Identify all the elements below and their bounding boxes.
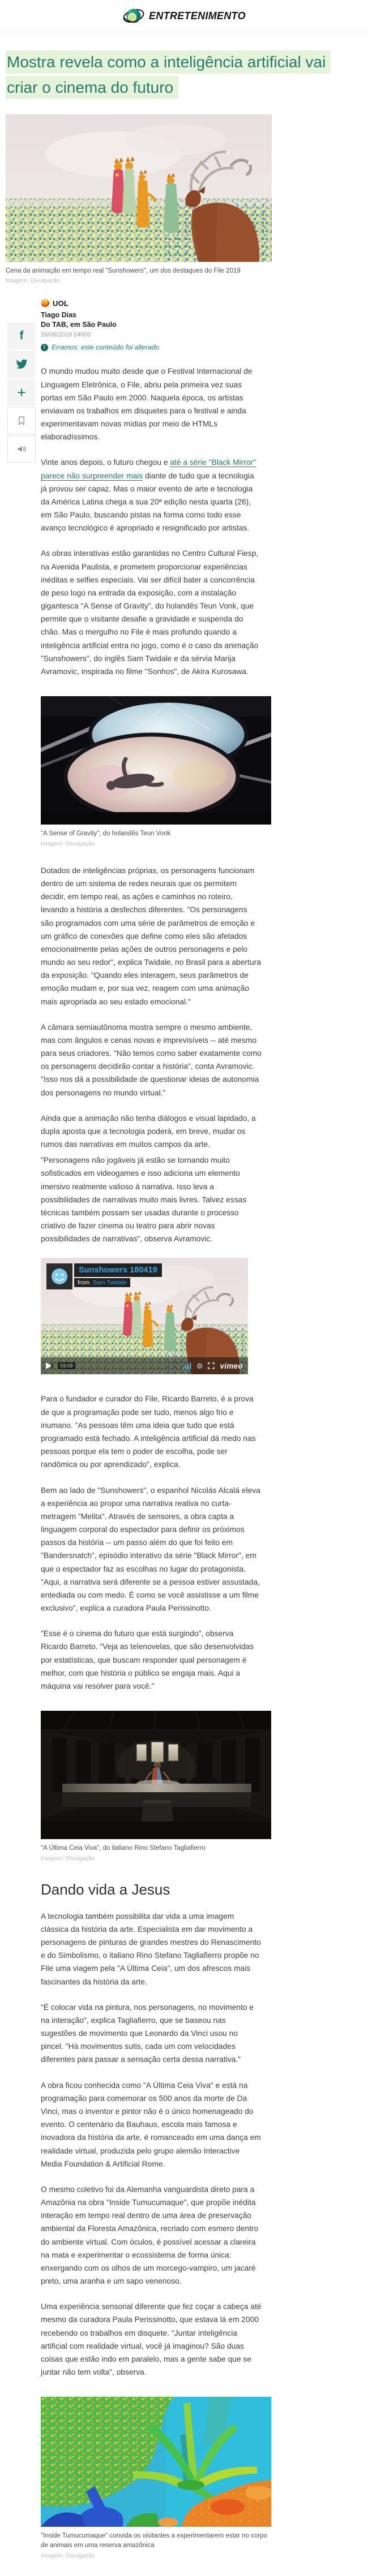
hero-figure — [6, 114, 272, 284]
paragraph: "Personagens não jogáveis já estão se tornando muito sofisticados em videogames e isso adiciona um elemento imersivo realmente valioso à narrativa. Isso leva a possibilidades de narrativas muito mais livres. Talvez essas técnicas também possam ser usadas durante o processo criativo de fazer cinema ou teatro para abrir novas possibilidades de narrativas", observa Avramovic. — [41, 1156, 247, 1244]
paragraph: O mundo mudou muito desde que o Festival Internacional de Linguagem Eletrônica, o File, abriu pela primeira vez suas portas em São Paulo em 2000. Naquela época, os artistas enviavam os trabalhos em disquetes para o festival e ainda experimentavam novas mídias por meio de HTMLs elaboradíssimos. — [41, 367, 253, 442]
paragraph: "É colocar vida na pintura, nos personagens, no movimento e na interação", explica Tagliafierro, que se baseou nas sugestões de movimento que Leonardo da Vinci usou no pincel. "Há movimentos sutis, cada um com velocidades diferentes para passar a sensação certa dessa narrativa." — [41, 2003, 254, 2064]
paragraph: Vinte anos depois, o futuro chegou e até a série "Black Mirror" parece não surpreender mais diante de tudo que a tecnologia já provou ser capaz. Mas o maior evento de arte e tecnologia da América Latina chega a sua 20ª edição nesta quarta (26), em São Paulo, buscando pistas na forma como todo esse avanço tecnológico é apropriado e resignificado por artistas. — [41, 458, 256, 533]
sunshowers-still — [6, 114, 272, 262]
bookmark-icon — [16, 415, 27, 426]
section-heading: Dando vida a Jesus — [41, 1880, 170, 1898]
gravity-caption: "A Sense of Gravity", do holandês Teun Vonk — [41, 830, 171, 838]
paragraph: A obra ficou conhecida como "A Última Ceia Viva" e está na programação para comemorar os 500 anos da morte de Da Vinci, mas o inventor e pintor não é o único homenageado do evento. O centenário da Bauhaus, escola mais famosa e inovadora da história da arte, é romanceado em uma dança em realidade virtual, produzida pelo grupo alemão Interactive Media Foundation & Artificial Rome. — [41, 2081, 261, 2168]
paragraph: Dotados de inteligências próprias, os personagens funcionam dentro de um sistema de redes neurais que os permitem decidir, em tempo real, as ações e caminhos no roteiro, levando a história a desfechos diferentes. "Os personagens são programados com uma série de parâmetros de emoção e um gráfico de conexões que define como eles são afetados emocionalmente pelas ações de outros personagens e pelo mundo ao seu redor", explica Twidale, no Brasil para a abertura da exposição. "Quando eles interagem, seus parâmetros de emoção mudam e, por sua vez, reagem com uma animação mais apropriada ao seu estado emocional." — [41, 866, 261, 1006]
gravity-figure — [41, 696, 271, 847]
video-avatar[interactable] — [46, 1263, 72, 1289]
last-supper-caption: "A Última Ceia Viva", do italiano Rino Stefano Tagliafierro — [41, 1845, 206, 1852]
volume-button[interactable] — [183, 1363, 191, 1369]
video-author-link[interactable]: Sam Twidale — [93, 1278, 130, 1287]
video-duration: 03:09 — [58, 1362, 75, 1369]
video-from-label: from — [74, 1278, 93, 1287]
last-supper-credit: Imagem: Divulgação — [41, 1854, 95, 1862]
volume-bars-icon — [183, 1363, 191, 1369]
speaker-icon — [16, 443, 27, 455]
author-affiliation: Do TAB, em São Paulo — [41, 321, 117, 329]
page-title: Mostra revela como a inteligência artificial vai criar o cinema do futuro — [6, 49, 341, 101]
tumucumaque-caption: "Inside Tumucumaque" convida os visitantes a experimentarem estar no corpo de animais em uma reserva amazônica — [41, 2532, 268, 2549]
paragraph: A câmara semiautônoma mostra sempre o mesmo ambiente, mas com ângulos e cenas novas e imprevisíveis -- até mesmo para seus criadores. "Não temos como saber exatamente como os personagens decidirão contar a história", conta Avramovic. "Isso nos dá a possibilidade de questionar ideias de autonomia dos personagens no mundo virtual." — [41, 1022, 262, 1097]
video-header — [46, 1263, 162, 1289]
fullscreen-icon — [208, 1362, 215, 1369]
vimeo-player[interactable] — [41, 1258, 248, 1374]
paragraph: A tecnologia também possibilita dar vida a uma imagem clássica da história da arte. Especialista em dar movimento a personagens de pinturas de grandes mestres do Renascimento e do Simbolismo, o italiano Rino Stefano Tagliafierro propõe no File uma viagem pela "A Última Ceia", um dos afrescos mais fascinantes da história da arte. — [41, 1911, 261, 1986]
globe-logo-icon — [122, 6, 145, 25]
paragraph: Para o fundador e curador do File, Ricardo Barreto, é a prova de que a programação pode ser tudo, menos algo frio e inumano. "As pessoas têm uma ideia que tudo que está programado está fechado. A inteligência artificial dá medo nas pessoas porque ela tem o poder de escolha, pode ser randômica ou por aprendizado", explica. — [41, 1395, 256, 1469]
smiley-avatar-icon — [49, 1266, 70, 1287]
author-name: Tiago Dias — [41, 311, 76, 320]
byline — [41, 299, 368, 351]
paragraph: Ainda que a animação não tenha diálogos e visual lapidado, a dupla aposta que a tecnologia poderá, em breve, mudar os rumos das narrativas em muitos campos da arte. — [41, 1114, 256, 1149]
gravity-credit: Imagem: Divulgação — [41, 840, 95, 847]
hero-image — [6, 114, 272, 262]
correction-text: Erramos: este conteúdo foi alterado — [52, 343, 160, 352]
site-logo[interactable] — [122, 6, 246, 25]
twitter-icon — [15, 358, 28, 370]
paragraph: "Esse é o cinema do futuro que está surgindo", observa Ricardo Barreto. "Veja as telenovelas, que são desenvolvidas por estatísticas, que buscam responder qual personagem é melhor, com que história o público se engaja mais. Aqui a máquina vai resolver para você." — [41, 1629, 254, 1690]
error-icon: ! — [41, 344, 48, 351]
settings-button[interactable] — [196, 1362, 203, 1370]
more-share-button[interactable] — [7, 379, 36, 406]
video-title-link[interactable]: Sunshowers 180419 — [74, 1263, 162, 1277]
brand-name: ENTRETENIMENTO — [149, 10, 246, 21]
publish-date: 26/06/2019 04h00 — [41, 331, 91, 339]
gravity-image — [41, 696, 271, 825]
last-supper-image — [41, 1711, 271, 1839]
gear-icon: ⚙ — [196, 1361, 203, 1370]
uol-logo-icon — [41, 299, 50, 308]
share-rail — [7, 322, 36, 464]
vimeo-logo[interactable]: vimeo — [220, 1361, 243, 1370]
facebook-icon: f — [19, 329, 24, 342]
listen-button[interactable] — [7, 435, 36, 463]
plus-icon: + — [17, 383, 26, 401]
play-button[interactable] — [46, 1362, 53, 1369]
site-header — [0, 0, 368, 32]
video-controls — [41, 1357, 248, 1374]
paragraph: Uma experiência sensorial diferente que fez coçar a cabeça até mesmo da curadora Paula Perissinotto, que estava lá em 2000 recebendo os trabalhos em disquete. "Juntar inteligência artificial com realidade virtual, você já imaginou? São duas coisas que estão indo em paralelo, mas a gente sabe que se juntar não tem volta", observa. — [41, 2302, 262, 2377]
bookmark-button[interactable] — [7, 407, 36, 434]
paragraph: Bem ao lado de "Sunshowers", o espanhol Nicolás Alcalá eleva a experiência ao propor uma narrativa reativa no curta-metragem "Melita". Através de sensores, a obra capta a linguagem corporal do espectador para definir os próximos passos da história -- um passo além do que foi feito em "Bandersnatch", episódio interativo da série "Black Mirror", em que o espectador faz as escolhas no lugar do protagonista. "Aqui, a narrativa será diferente se a pessoa estiver assustada, entediada ou com medo. É como se você assistisse a um filme exclusivo", explica a curadora Paula Perissinotto. — [41, 1486, 260, 1613]
black-mirror-link[interactable]: até a série "Black Mirror" parece não surpreender mais — [41, 458, 256, 480]
tumucumaque-figure — [41, 2397, 271, 2558]
hero-credit: Imagem: Divulgação — [6, 277, 60, 284]
paragraph: O mesmo coletivo foi da Alemanha vanguardista direto para a Amazônia na obra "Inside Tumucumaque", que propõe inédita interação em tempo real dentro de uma área de preservação ambiental da Floresta Amazônica, recriado com esmero dentro do ambiente virtual. Com óculos, é possível acessar a clareira na mata e experimentar o ecossistema de forma única: enxergando com os olhos de um morcego-vampiro, um jacaré preto, uma aranha e um sapo venenoso. — [41, 2185, 259, 2286]
tumucumaque-credit: Imagem: Divulgação — [41, 2552, 95, 2559]
source-name[interactable]: UOL — [53, 299, 69, 308]
article-body — [41, 365, 268, 2559]
facebook-share-button[interactable] — [7, 322, 36, 349]
last-supper-figure — [41, 1711, 271, 1862]
hero-caption: Cena da animação em tempo real "Sunshowers", um dos destaques do File 2019 — [6, 267, 241, 274]
twitter-share-button[interactable] — [7, 351, 36, 378]
correction-notice[interactable] — [41, 343, 368, 351]
fullscreen-button[interactable] — [208, 1362, 215, 1369]
tumucumaque-image — [41, 2397, 271, 2527]
paragraph: As obras interativas estão garantidas no Centro Cultural Fiesp, na Avenida Paulista, e prometem proporcionar experiências inéditas e selfies especiais. Vai ser difícil bater a concorrência de peso logo na entrada da exposição, com a instalação gigantesca "A Sense of Gravity", do holandês Teun Vonk, que permite que o visitante desafie a gravidade e suspenda do chão. Mas o mergulho no File é mais profundo quando a inteligência artificial entra no jogo, como é o caso da animação "Sunshowers", do inglês Sam Twidale e da sérvia Marija Avramovic, inspirada no filme "Sonhos", de Akira Kurosawa. — [41, 549, 259, 676]
